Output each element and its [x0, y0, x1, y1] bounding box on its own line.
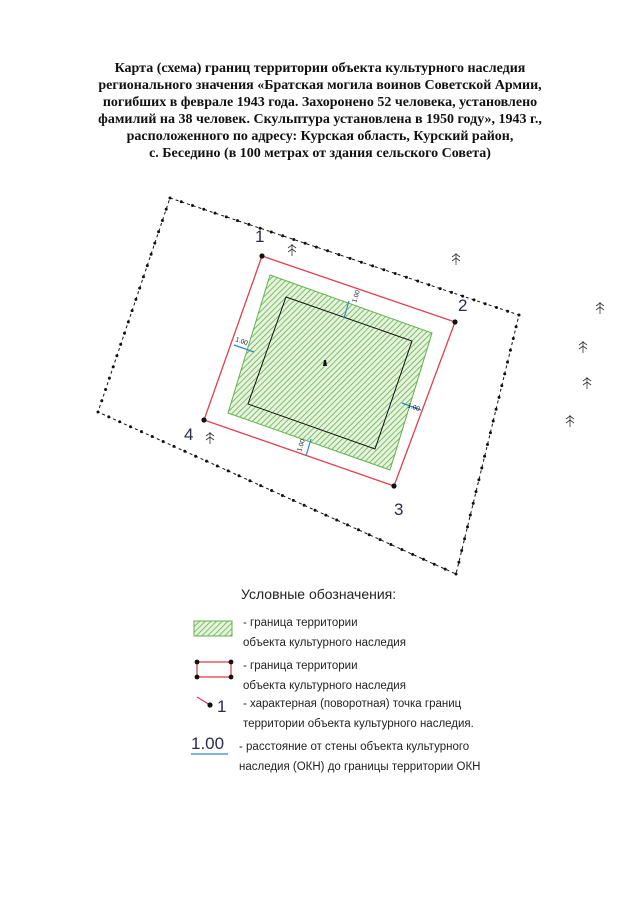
svg-text:1.00: 1.00 [234, 336, 249, 348]
boundary-dot [270, 489, 273, 492]
boundary-dot [112, 365, 115, 368]
boundary-dot [427, 283, 430, 286]
boundary-dot [138, 287, 141, 290]
boundary-dot [118, 420, 121, 423]
boundary-dot [394, 272, 397, 275]
boundary-dot [498, 396, 501, 399]
legend-turning-point-number: 1 [217, 697, 227, 716]
boundary-dot [151, 435, 154, 438]
boundary-dot [281, 494, 284, 497]
boundary-dot [123, 332, 126, 335]
boundary-dot [150, 253, 153, 256]
tree-icon [288, 244, 296, 256]
boundary-dot [360, 261, 363, 264]
legend-item-distance-text: - расстояние от стены объекта культурного наследия (ОКН) до границы территории ОКН [239, 741, 481, 773]
boundary-dot [492, 420, 495, 423]
boundary-dot [161, 219, 164, 222]
boundary-dot [324, 514, 327, 517]
boundary-dot [183, 450, 186, 453]
tree-icon [566, 415, 574, 427]
tree-icon [596, 302, 604, 314]
svg-text:1.00: 1.00 [296, 438, 307, 453]
boundary-dot [486, 443, 489, 446]
boundary-dot [134, 298, 137, 301]
boundary-dot [270, 231, 273, 234]
title-line-3: погибших в феврале 1943 года. Захоронено 52 человека, установлено [102, 95, 538, 110]
boundary-dot [515, 325, 518, 328]
turning-point-1-marker [259, 253, 264, 258]
boundary-dot [489, 431, 492, 434]
boundary-dot [115, 354, 118, 357]
turning-point-1-label: 1 [255, 227, 265, 246]
boundary-dot [191, 204, 194, 207]
legend-title: Условные обозначения: [241, 586, 397, 602]
boundary-dot [236, 219, 239, 222]
tree-icon [583, 377, 591, 389]
tree-icon [452, 253, 460, 265]
boundary-dot [484, 302, 487, 305]
legend-turning-point-icon [197, 697, 226, 716]
boundary-dot [335, 519, 338, 522]
boundary-dot [281, 234, 284, 237]
title-line-4: фамилий на 38 человек. Скульптура установлена в 1950 году», 1943 г., [98, 112, 542, 127]
boundary-dot [450, 291, 453, 294]
title-line-1: Карта (схема) границ территории объекта культурного наследия [114, 61, 526, 76]
boundary-dot [455, 573, 458, 576]
legend-item-boundary-text: - граница территории объекта культурного наследия [243, 660, 406, 692]
boundary-dot [495, 306, 498, 309]
boundary-dot [180, 200, 183, 203]
legend-distance-value: 1.00 [191, 734, 225, 753]
boundary-dot [477, 478, 480, 481]
svg-text:1.00: 1.00 [406, 402, 421, 414]
boundary-dot [172, 445, 175, 448]
boundary-dot [473, 298, 476, 301]
boundary-dot [127, 320, 130, 323]
boundary-dot [303, 504, 306, 507]
boundary-dot [405, 276, 408, 279]
boundary-dot [165, 208, 168, 211]
boundary-dot [469, 514, 472, 517]
boundary-dot [357, 528, 360, 531]
title-line-5: расположенного по адресу: Курская область, Курский район, [126, 129, 514, 144]
boundary-dot [146, 264, 149, 267]
boundary-dot [337, 253, 340, 256]
boundary-dot [326, 249, 329, 252]
boundary-dot [100, 399, 103, 402]
boundary-dot [216, 465, 219, 468]
tree-icon [579, 341, 587, 353]
boundary-dot [153, 242, 156, 245]
boundary-dot [439, 287, 442, 290]
boundary-dot [247, 223, 250, 226]
boundary-dot [506, 310, 509, 313]
boundary-dot [238, 474, 241, 477]
turning-point-2-label: 2 [458, 296, 468, 315]
turning-point-4-marker [201, 417, 206, 422]
boundary-dot [444, 568, 447, 571]
boundary-dot [382, 268, 385, 271]
boundary-dot [346, 523, 349, 526]
boundary-dot [97, 411, 100, 414]
boundary-dot [518, 314, 521, 317]
boundary-dot [225, 215, 228, 218]
boundary-dot [371, 264, 374, 267]
boundary-dot [509, 349, 512, 352]
boundary-dot [202, 208, 205, 211]
boundary-dot [463, 537, 466, 540]
boundary-dot [157, 230, 160, 233]
turning-point-2-marker [452, 319, 457, 324]
legend-item-hatch-text: - граница территории объекта культурного наследия [243, 617, 406, 649]
boundary-dot [108, 377, 111, 380]
boundary-dot [131, 309, 134, 312]
boundary-dot [140, 430, 143, 433]
boundary-dot [292, 499, 295, 502]
boundary-dot [349, 257, 352, 260]
boundary-dot [475, 490, 478, 493]
boundary-dot [503, 372, 506, 375]
boundary-dot [119, 343, 122, 346]
boundary-dot [466, 525, 469, 528]
boundary-dot [495, 408, 498, 411]
title-line-2: регионального значения «Братская могила воинов Советской Армии, [98, 78, 542, 93]
boundary-dot [472, 502, 475, 505]
boundary-dot [259, 484, 262, 487]
svg-text:1.00: 1.00 [351, 289, 362, 304]
boundary-dot [433, 563, 436, 566]
boundary-dot [162, 440, 165, 443]
title-line-6: с. Беседино (в 100 метрах от здания сельского Совета) [149, 146, 491, 161]
boundary-dot [194, 455, 197, 458]
boundary-dot [292, 238, 295, 241]
boundary-dot [460, 549, 463, 552]
boundary-dot [129, 425, 132, 428]
boundary-dot [107, 415, 110, 418]
boundary-dot [314, 509, 317, 512]
boundary-dot [227, 469, 230, 472]
boundary-dot [500, 384, 503, 387]
legend-hatch-swatch-icon [194, 621, 232, 636]
boundary-dot [483, 455, 486, 458]
legend-distance-icon [191, 734, 228, 754]
boundary-dot [506, 361, 509, 364]
boundary-dot [512, 337, 515, 340]
legend-red-boundary-icon [195, 660, 234, 680]
turning-point-3-label: 3 [394, 500, 404, 519]
boundary-dot [248, 479, 251, 482]
boundary-dot [205, 460, 208, 463]
boundary-dot [304, 242, 307, 245]
boundary-dot [411, 553, 414, 556]
boundary-dot [315, 246, 318, 249]
boundary-dot [214, 212, 217, 215]
turning-point-3-marker [391, 483, 396, 488]
boundary-dot [400, 548, 403, 551]
boundary-dot [480, 467, 483, 470]
boundary-dot [169, 197, 172, 200]
boundary-dot [142, 275, 145, 278]
boundary-dot [422, 558, 425, 561]
legend-item-turning-point-text: - характерная (поворотная) точка границ территории объекта культурного наследия. [243, 698, 474, 730]
boundary-dot [416, 280, 419, 283]
turning-point-4-label: 4 [184, 425, 194, 444]
boundary-dot [379, 538, 382, 541]
tree-icon [206, 432, 214, 444]
boundary-dot [104, 388, 107, 391]
boundary-dot [368, 533, 371, 536]
boundary-dot [457, 561, 460, 564]
boundary-dot [389, 543, 392, 546]
